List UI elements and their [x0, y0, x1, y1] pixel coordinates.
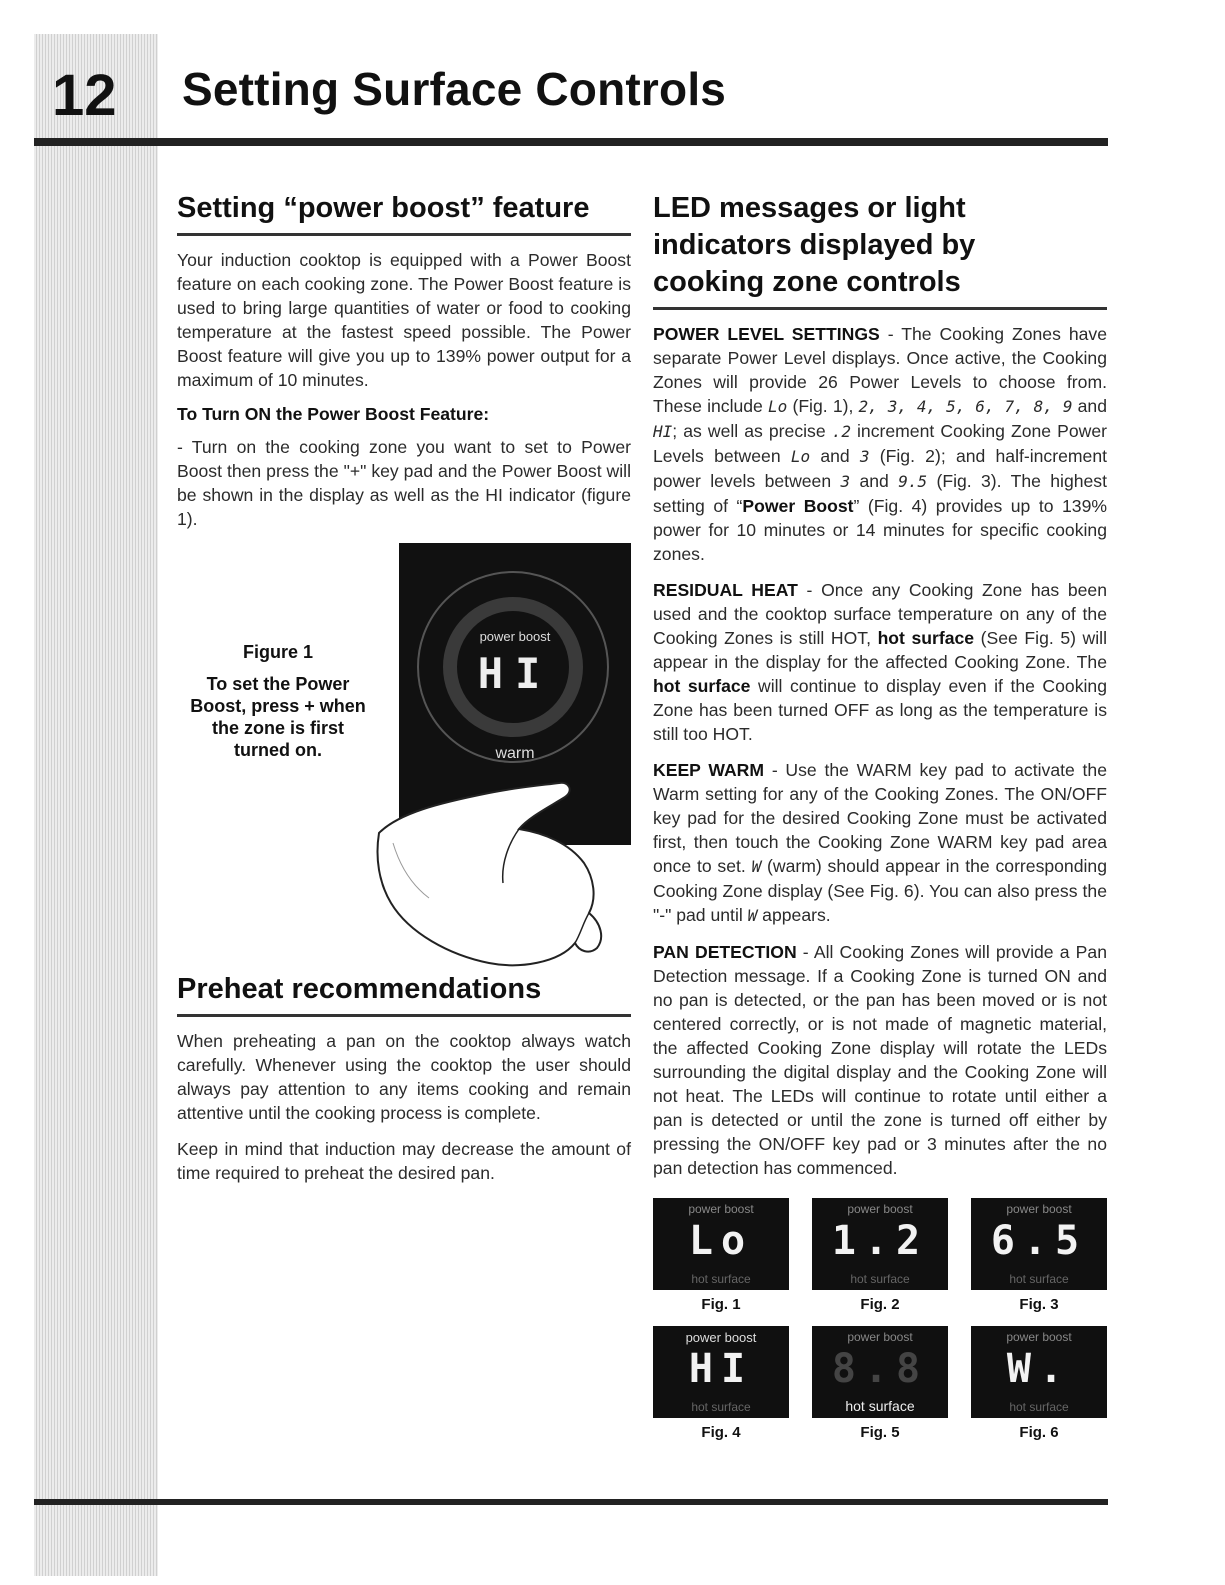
power-boost-indicator: power boost	[1006, 1330, 1072, 1344]
residual-heat-paragraph	[653, 578, 1107, 746]
power-level-label: POWER LEVEL SETTINGS	[653, 324, 880, 344]
text-span: (Fig. 3). The highest setting of “	[653, 471, 1107, 516]
top-rule	[34, 138, 1108, 146]
keep-warm-label: KEEP WARM	[653, 760, 765, 780]
display-digits: 8.8	[831, 1346, 929, 1392]
figure-1-caption-title: Figure 1	[242, 642, 313, 662]
text-span: and	[810, 446, 860, 466]
led-figure	[653, 1198, 789, 1313]
power-boost-indicator: power boost	[688, 1202, 754, 1216]
power-boost-indicator: power boost	[847, 1330, 913, 1344]
section-rule	[177, 233, 631, 236]
led-display	[812, 1198, 948, 1290]
figure-label: Fig. 6	[1019, 1424, 1059, 1441]
seg-three: 3	[840, 472, 851, 491]
figure-1-caption	[185, 641, 371, 761]
figure-label: Fig. 5	[860, 1424, 900, 1441]
power-boost-heading: Setting “power boost” feature	[177, 192, 590, 224]
text-span: and	[850, 471, 899, 491]
power-boost-subheading: To Turn ON the Power Boost Feature:	[177, 404, 490, 424]
preheat-paragraph-1: When preheating a pan on the cooktop always watch carefully. Whenever using the cooktop the user should always pay attention to any items cooking and remain attentive until the cooking process is complete.	[177, 1031, 631, 1123]
led-figure	[653, 1326, 789, 1441]
seg-increment: .2	[831, 422, 851, 441]
hi-display: HI	[477, 649, 553, 698]
text-span: and	[1072, 396, 1107, 416]
seg-lo: Lo	[790, 447, 811, 466]
keep-warm-paragraph	[653, 758, 1107, 928]
seg-three: 3	[859, 447, 870, 466]
pan-detection-paragraph	[653, 940, 1107, 1180]
figure-label: Fig. 3	[1019, 1296, 1059, 1313]
side-decoration-strip	[34, 34, 158, 1576]
led-display	[653, 1326, 789, 1418]
seg-warm: W	[751, 857, 762, 876]
figure-label: Fig. 4	[701, 1424, 741, 1441]
left-column	[177, 190, 631, 1197]
hot-surface-indicator: hot surface	[845, 1398, 915, 1414]
hot-surface-indicator: hot surface	[850, 1272, 910, 1286]
pan-detection-label: PAN DETECTION	[653, 942, 797, 962]
text-span: (warm) should appear in the corresponding Cooking Zone display (See Fig. 6). You can also press the "-" pad until	[653, 856, 1107, 925]
right-column	[653, 190, 1107, 1448]
text-span: (See Fig. 5) will appear in the display for the affected Cooking Zone. The	[653, 628, 1107, 672]
preheat-paragraph-2: Keep in mind that induction may decrease the amount of time required to preheat the desired pan.	[177, 1139, 631, 1183]
led-figure	[971, 1326, 1107, 1441]
led-display	[653, 1198, 789, 1290]
power-level-paragraph	[653, 322, 1107, 566]
seg-nine-five: 9.5	[898, 472, 928, 491]
figure-1-caption-text: To set the Power Boost, press + when the zone is first turned on.	[190, 674, 366, 760]
hot-surface-bold: hot surface	[653, 676, 751, 696]
text-span: ” (Fig. 4) provides up to 139% power for 10 minutes or 14 minutes for specific cooking zones.	[653, 496, 1108, 564]
text-span: (Fig. 2); and half-increment power levels between	[653, 446, 1107, 491]
warm-key-label: warm	[495, 745, 535, 762]
section-rule	[653, 307, 1107, 310]
text-span: appears.	[757, 905, 831, 925]
power-boost-indicator: power boost	[479, 629, 551, 644]
seg-lo: Lo	[768, 397, 788, 416]
preheat-heading: Preheat recommendations	[177, 973, 542, 1005]
display-digits: W.	[1006, 1346, 1072, 1392]
section-rule	[177, 1014, 631, 1017]
text-span: - All Cooking Zones will provide a Pan Detection message. If a Cooking Zone is turned ON and no pan is detected, or the pan has been moved or is not centered correctly, or is not made of magnetic material, the affected Cooking Zone display will rotate the LEDs surrounding the digital display and the Cooking Zone will not heat. The LEDs will continue to rotate until either a pan is detected or until the zone is turned off either by pressing the ON/OFF key pad or 3 minutes after the no pan detection has commenced.	[653, 942, 1107, 1178]
text-span: - Use the WARM key pad to activate the Warm setting for any of the Cooking Zones. The ON/OFF key pad for the desired Cooking Zone must be activated first, then touch the Cooking Zone WARM key pad area once to set.	[653, 760, 1107, 876]
hot-surface-indicator: hot surface	[1009, 1272, 1069, 1286]
figure-label: Fig. 1	[701, 1296, 741, 1313]
text-span: (Fig. 1),	[787, 396, 859, 416]
display-digits: Lo	[688, 1218, 754, 1264]
power-boost-intro: Your induction cooktop is equipped with a Power Boost feature on each cooking zone. The Power Boost feature is used to bring large quantities of water or food to cooking temperature at the fastest speed possible. The Power Boost feature will give you up to 139% power output for a maximum of 10 minutes.	[177, 250, 631, 390]
display-digits: 1.2	[831, 1218, 929, 1264]
text-span: - Once any Cooking Zone has been used and the cooktop surface temperature on any of the Cooking Zones is still HOT,	[653, 580, 1107, 648]
led-figure	[812, 1326, 948, 1441]
figure-1	[177, 543, 631, 963]
page-number: 12	[52, 63, 117, 128]
text-span: - The Cooking Zones have separate Power Level displays. Once active, the Cooking Zones will provide 26 Power Levels to choose from. These include	[653, 324, 1107, 416]
led-display	[812, 1326, 948, 1418]
residual-heat-label: RESIDUAL HEAT	[653, 580, 798, 600]
power-boost-instructions: - Turn on the cooking zone you want to set to Power Boost then press the "+" key pad and the Power Boost will be shown in the display as well as the HI indicator (figure 1).	[177, 437, 631, 529]
text-span: increment Cooking Zone Power Levels between	[653, 421, 1107, 466]
display-digits: HI	[688, 1346, 754, 1392]
text-span: ; as well as precise	[672, 421, 832, 441]
seg-levels: 2, 3, 4, 5, 6, 7, 8, 9	[858, 397, 1073, 416]
power-boost-indicator: power boost	[1006, 1202, 1072, 1216]
power-boost-indicator: power boost	[847, 1202, 913, 1216]
led-display	[971, 1326, 1107, 1418]
led-heading: LED messages or light indicators displayed by cooking zone controls	[653, 192, 976, 298]
power-boost-bold: Power Boost	[742, 496, 854, 516]
led-figure	[971, 1198, 1107, 1313]
seg-hi: HI	[653, 422, 673, 441]
hand-pressing-icon	[369, 773, 629, 973]
led-figure	[812, 1198, 948, 1313]
hot-surface-indicator: hot surface	[691, 1400, 751, 1414]
hot-surface-indicator: hot surface	[691, 1272, 751, 1286]
hot-surface-indicator: hot surface	[1009, 1400, 1069, 1414]
hot-surface-bold: hot surface	[877, 628, 975, 648]
led-figure-grid	[653, 1198, 1107, 1448]
seg-warm: W	[747, 906, 758, 925]
text-span: will continue to display even if the Cooking Zone has been turned OFF as long as the temperature is still too HOT.	[653, 676, 1107, 744]
power-boost-indicator: power boost	[685, 1330, 757, 1345]
display-digits: 6.5	[990, 1218, 1088, 1264]
figure-label: Fig. 2	[860, 1296, 900, 1313]
led-display	[971, 1198, 1107, 1290]
page-title: Setting Surface Controls	[182, 63, 727, 115]
bottom-rule	[34, 1499, 1108, 1505]
